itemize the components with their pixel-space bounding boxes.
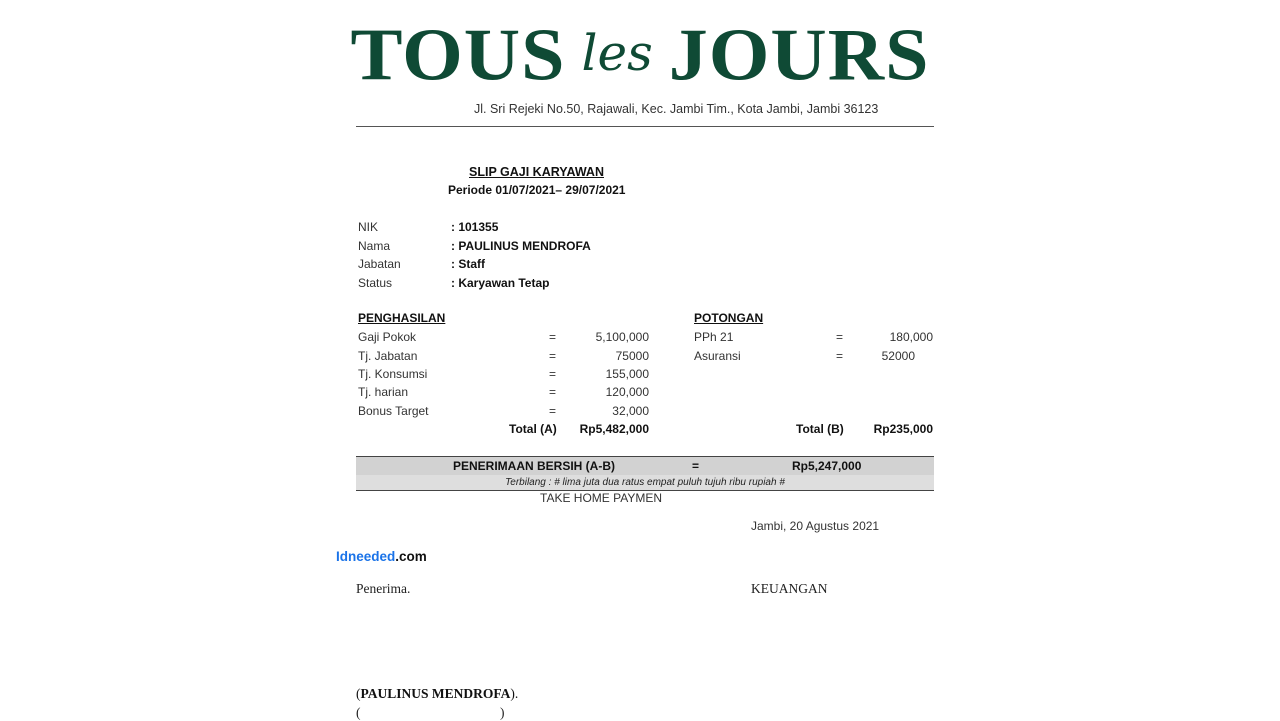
header-divider	[356, 126, 934, 127]
deduction-row-eq: =	[836, 349, 844, 363]
income-total-label: Total (A)	[509, 422, 557, 436]
income-row-label: Tj. Konsumsi	[358, 367, 428, 381]
name-value: : PAULINUS MENDROFA	[451, 239, 591, 253]
receiver-signature-name	[356, 686, 518, 702]
position-label: Jabatan	[358, 257, 401, 271]
slip-period: Periode 01/07/2021– 29/07/2021	[448, 183, 626, 197]
income-row-amount: 120,000	[605, 385, 649, 399]
brand-word-les: les	[581, 24, 653, 82]
watermark-name: Idneeded	[336, 549, 396, 564]
net-pay-eq: =	[692, 459, 700, 473]
deduction-row-eq: =	[836, 330, 844, 344]
income-row-amount: 155,000	[605, 367, 649, 381]
deduction-heading: POTONGAN	[694, 311, 764, 325]
deduction-total-amount: Rp235,000	[873, 422, 933, 436]
income-row-eq: =	[549, 349, 557, 363]
income-row-label: Gaji Pokok	[358, 330, 417, 344]
status-value: : Karyawan Tetap	[451, 276, 550, 290]
income-heading: PENGHASILAN	[358, 311, 446, 325]
blank-signature-close: )	[500, 705, 505, 720]
deduction-row-label: PPh 21	[694, 330, 734, 344]
status-label: Status	[358, 276, 393, 290]
paren-close: ).	[510, 686, 519, 701]
receiver-label: Penerima.	[356, 581, 411, 596]
take-home-pay-label: TAKE HOME PAYMEN	[540, 491, 663, 505]
deduction-row-label: Asuransi	[694, 349, 741, 363]
income-row-eq: =	[549, 367, 557, 381]
net-pay-amount: Rp5,247,000	[792, 459, 862, 473]
net-pay-label: PENERIMAAN BERSIH (A-B)	[453, 459, 615, 473]
watermark-domain: .com	[395, 549, 427, 564]
income-row-amount: 32,000	[612, 404, 649, 418]
income-row-label: Tj. harian	[358, 385, 409, 399]
deduction-row-amount: 180,000	[889, 330, 933, 344]
income-row-label: Tj. Jabatan	[358, 349, 418, 363]
deduction-row-amount: 52000	[881, 349, 915, 363]
blank-signature-open: (	[356, 705, 361, 720]
nik-value: : 101355	[451, 220, 499, 234]
income-total-amount: Rp5,482,000	[579, 422, 649, 436]
company-address: Jl. Sri Rejeki No.50, Rajawali, Kec. Jambi Tim., Kota Jambi, Jambi 36123	[474, 102, 879, 116]
income-row-eq: =	[549, 404, 557, 418]
deduction-total-label: Total (B)	[796, 422, 844, 436]
income-row-eq: =	[549, 385, 557, 399]
brand-logo	[0, 12, 1280, 98]
nik-label: NIK	[358, 220, 379, 234]
finance-label: KEUANGAN	[751, 581, 828, 596]
name-label: Nama	[358, 239, 391, 253]
position-value: : Staff	[451, 257, 485, 271]
brand-word-jours: JOURS	[668, 13, 930, 96]
paren-open: (	[356, 686, 361, 701]
income-row-amount: 75000	[615, 349, 649, 363]
date-place: Jambi, 20 Agustus 2021	[751, 519, 880, 533]
income-row-eq: =	[549, 330, 557, 344]
watermark	[336, 549, 427, 564]
slip-title: SLIP GAJI KARYAWAN	[469, 165, 604, 179]
receiver-name: PAULINUS MENDROFA	[360, 686, 511, 701]
income-row-label: Bonus Target	[358, 404, 429, 418]
net-pay-in-words: Terbilang : # lima juta dua ratus empat puluh tujuh ribu rupiah #	[505, 477, 785, 488]
brand-word-tous: TOUS	[350, 13, 566, 96]
income-row-amount: 5,100,000	[595, 330, 649, 344]
